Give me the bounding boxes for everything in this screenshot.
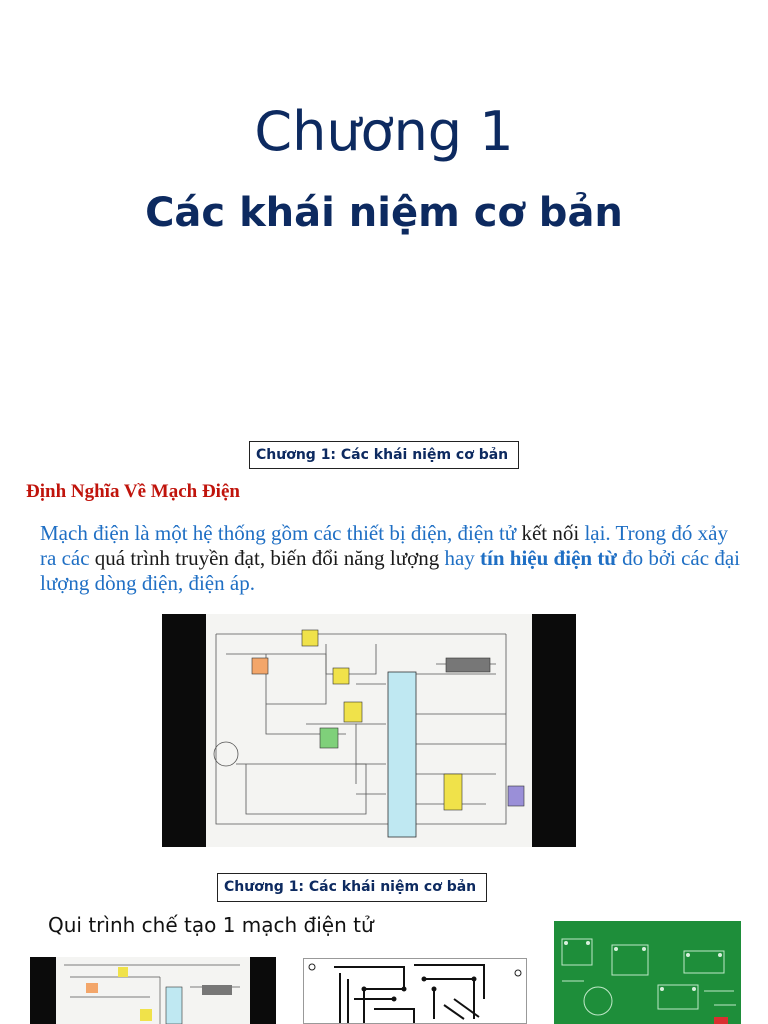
slide-header-box: Chương 1: Các khái niệm cơ bản: [217, 873, 487, 902]
process-title: Qui trình chế tạo 1 mạch điện tử: [48, 913, 374, 937]
definition-part: lại. Trong đó xảy ra các: [40, 521, 728, 570]
section-heading: Định Nghĩa Về Mạch Điện: [26, 481, 240, 502]
pcb-layout-drawing: [304, 959, 527, 1024]
pcb-layout-image: [303, 958, 527, 1024]
definition-part: hay: [439, 546, 481, 570]
definition-part: kết nối: [521, 521, 580, 545]
definition-part: quá trình truyền đạt, biến đổi năng lượng: [94, 546, 440, 570]
pcb-board-image: [554, 921, 741, 1024]
circuit-schematic-image: [162, 614, 576, 847]
slide-header-box: Chương 1: Các khái niệm cơ bản: [249, 441, 519, 469]
schematic-drawing: [206, 614, 532, 847]
slide-subtitle: Các khái niệm cơ bản: [145, 190, 623, 236]
definition-part: Mạch điện là một hệ thống gồm các thiết bị điện, điện tử: [40, 521, 522, 545]
definition-paragraph: [40, 521, 740, 596]
schematic-thumbnail-image: [30, 957, 276, 1024]
slide-title: Chương 1: [254, 100, 514, 163]
definition-emphasis: tín hiệu điện từ: [480, 546, 617, 570]
pcb-board-drawing: [554, 921, 741, 1024]
definition-part: đo bởi các đại lượng dòng điện, điện áp.: [40, 546, 740, 595]
schematic-thumbnail-drawing: [30, 957, 276, 1024]
